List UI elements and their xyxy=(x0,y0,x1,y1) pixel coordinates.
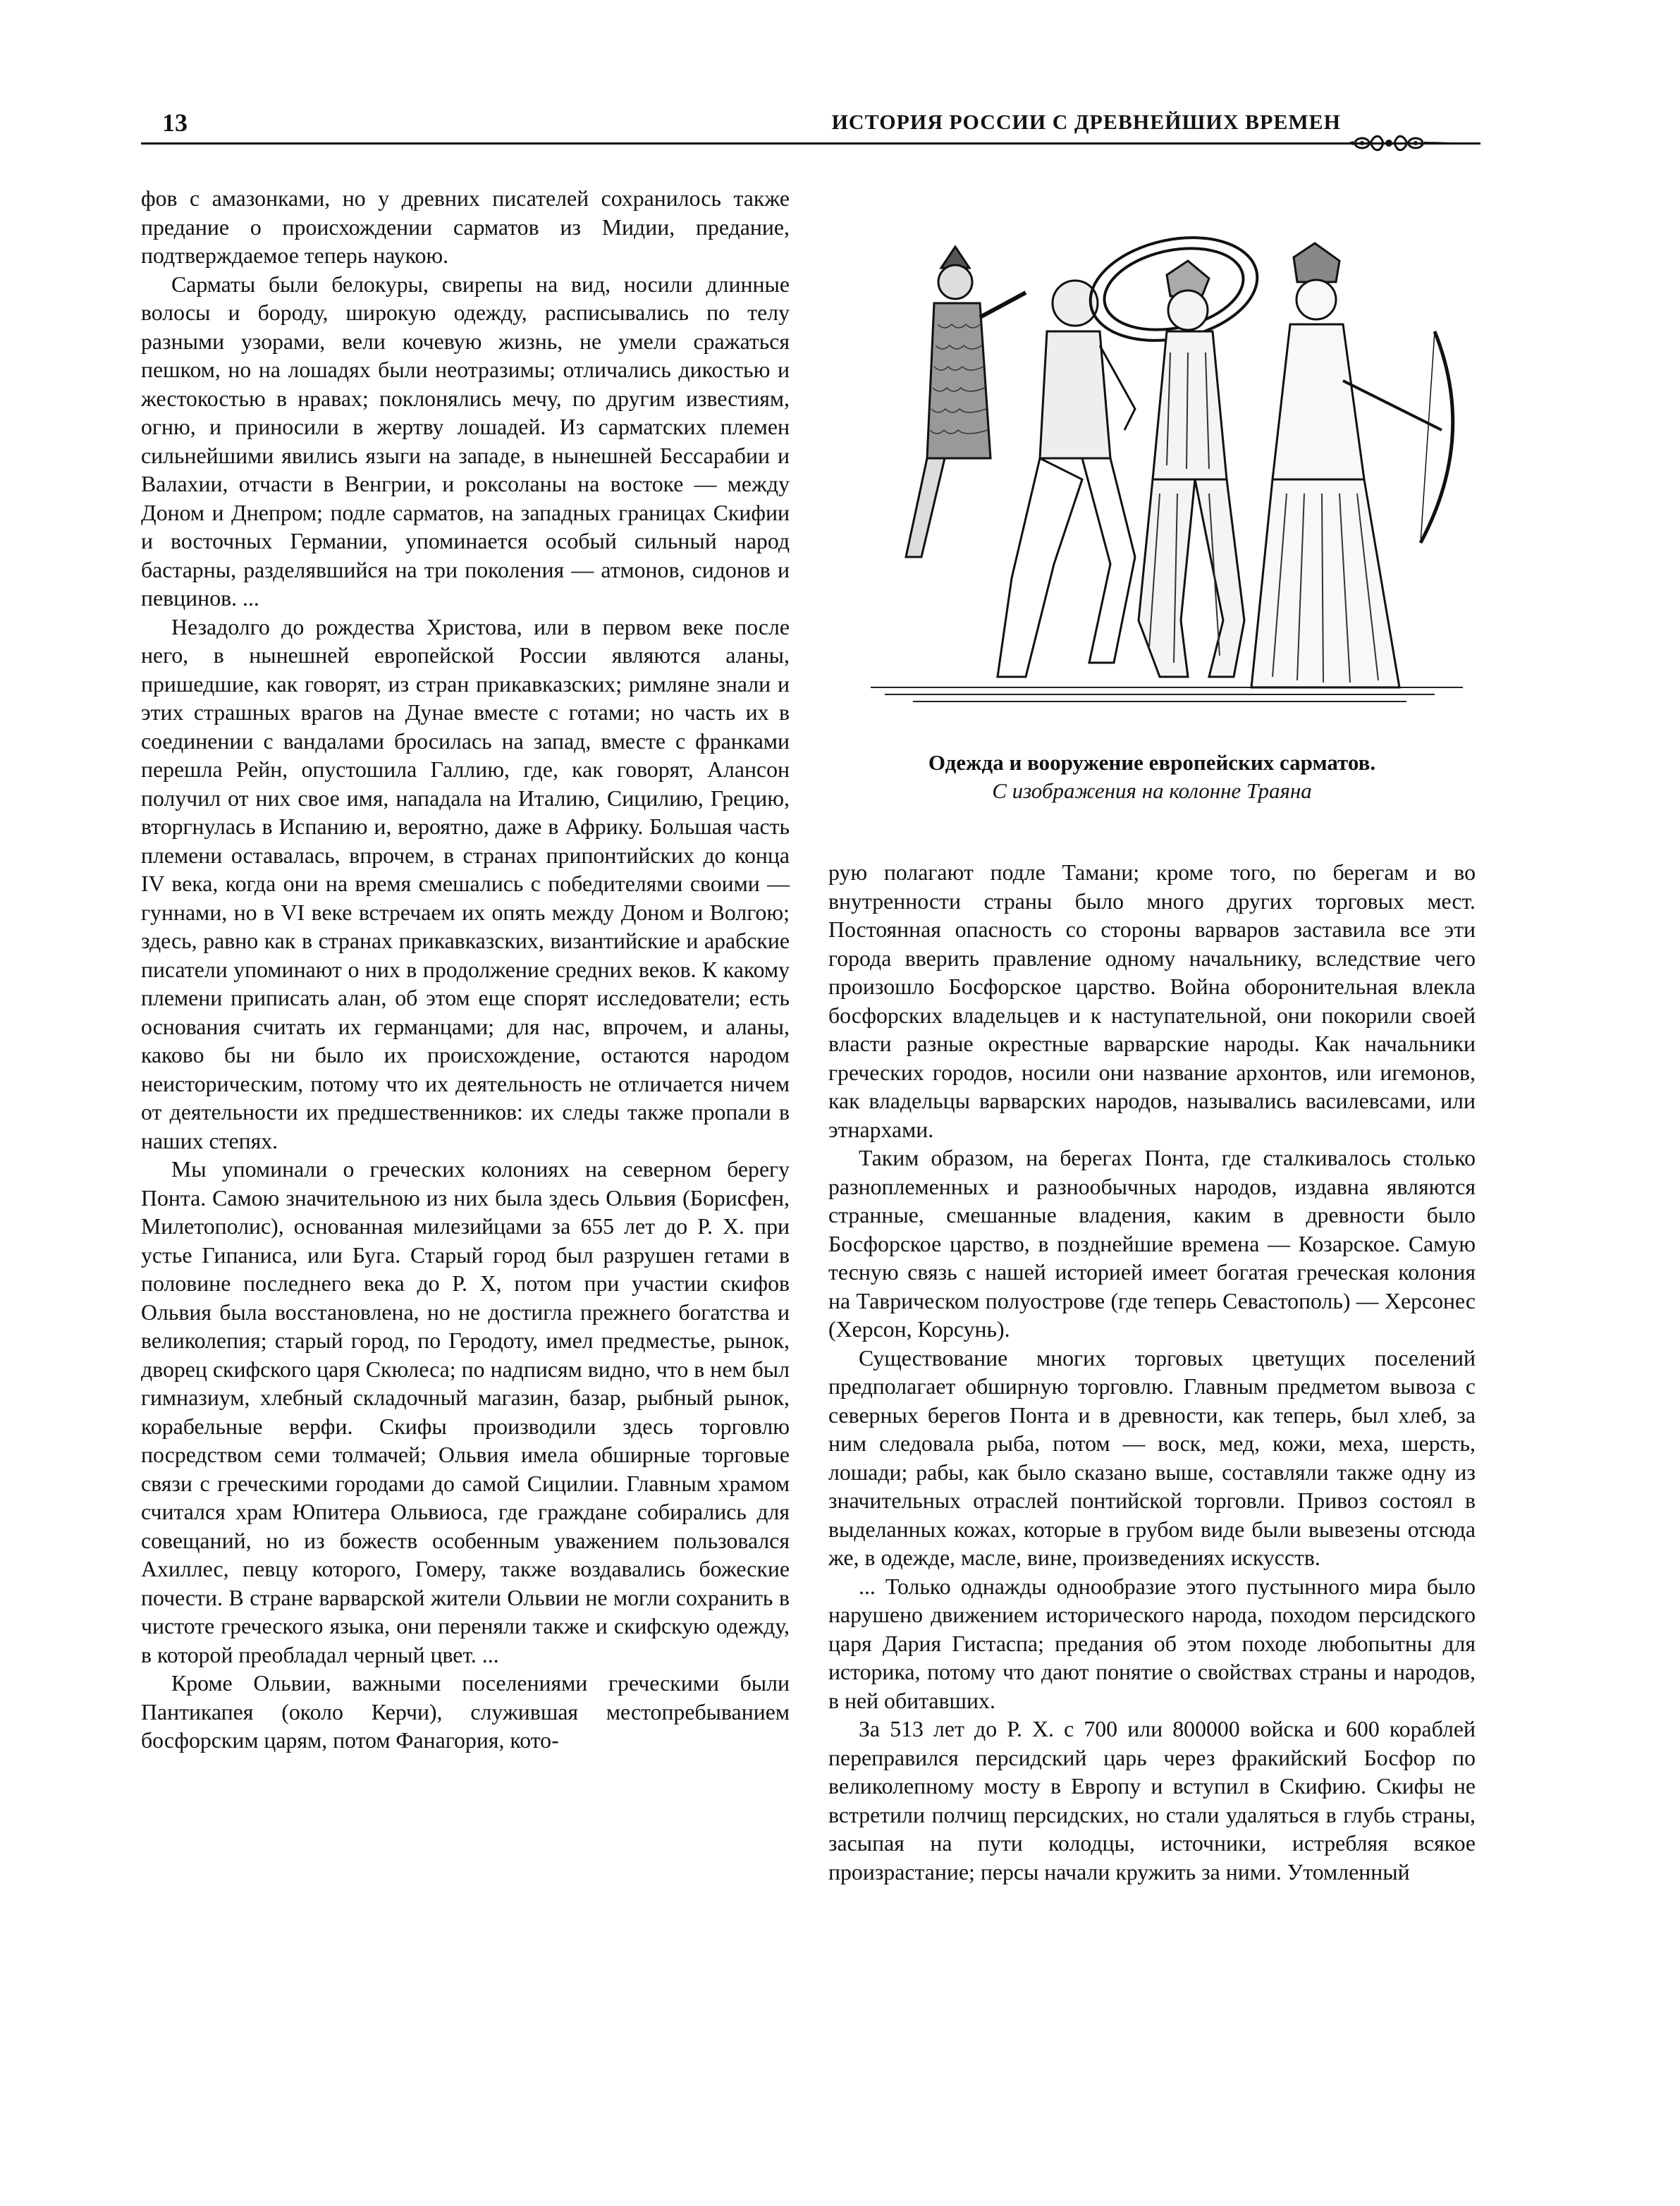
caption-source: С изображения на колонне Траяна xyxy=(992,778,1312,803)
paragraph: Сарматы были белокуры, свирепы на вид, носили длинные волосы и бороду, широкую одежду, расписывались по телу разными узорами, вели кочевую жизнь, не умели сражаться пешком, но на лошадях были неотразимы; отличались дикостью и жестокостью в нравах; поклонялись мечу, по другим известиям, огню, и приносили в жертву лошадей. Из сарматских племен сильнейшими явились языги на западе, в нынешней Бессарабии и Валахии, отчасти в Венгрии, и роксоланы на востоке — между Доном и Днепром; подле сарматов, на западных границах Скифии и восточных Германии, упоминается особый сильный народ бастарны, разделявшийся на три поколения — атмонов, сидонов и певцинов. ... xyxy=(141,271,790,611)
paragraph: Таким образом, на берегах Понта, где сталкивалось столько разноплеменных и разнообычных народов, издавна являются странные, смешанные владения, каким в древности было Босфорское царство, в позднейшие времена — Козарское. Самую тесную связь с нашей историей имеет богатая греческая колония на Таврическом полуострове (где теперь Севастополь) — Херсонес (Херсон, Корсунь). xyxy=(828,1146,1476,1342)
paragraph: Существование многих торговых цветущих поселений предполагает обширную торговлю. Главным предметом вывоза с северных берегов Понта и в древности, как теперь, был хлеб, за ним следовала рыба, потом — воск, мед, кожи, меха, шерсть, лошади; рабы, как было сказано выше, составляли также одну из значительных отраслей понтийской торговли. Привоз состоял в выделанных кожах, которые в грубом виде были вывезены отсюда же, в одежде, масле, вине, произведениях искусств. xyxy=(828,1345,1476,1570)
left-column xyxy=(141,185,790,1755)
running-title: ИСТОРИЯ РОССИИ С ДРЕВНЕЙШИХ ВРЕМЕН xyxy=(831,111,1341,134)
page-header xyxy=(141,106,1480,148)
paragraph: фов с амазонками, но у древних писателей сохранилось также предание о происхождении сарматов из Мидии, предание, подтверждаемое теперь наукою. xyxy=(141,186,790,268)
paragraph: рую полагают подле Тамани; кроме того, по берегам и во внутренности страны было много других торговых мест. Постоянная опасность со стороны варваров заставила все эти города вверить правление одному начальнику, вследствие чего произошло Босфорское царство. Война оборонительная влекла босфорских владельцев и к наступательной, они покорили своей власти разные окрестные варварские народы. Как начальники греческих городов, носили они название архонтов, или игемонов, как владельцы варварских народов, назывались василевсами, или этнархами. xyxy=(828,860,1476,1142)
paragraph: Мы упоминали о греческих колониях на северном берегу Понта. Самою значительною из них была здесь Ольвия (Борисфен, Милетополис), основанная милезийцами за 655 лет до Р. Х. при устье Гипаниса, или Буга. Старый город был разрушен гетами в половине последнего века до Р. Х, потом при участии скифов Ольвия была восстановлена, но не достигла прежнего богатства и великолепия; старый город, по Геродоту, имел предместье, рынок, дворец скифского царя Скюлеса; по надписям видно, что в нем был гимназиум, хлебный складочный магазин, базар, рыбный рынок, корабельные верфи. Скифы производили здесь торговлю посредством семи толмачей; Ольвия имела обширные торговые связи с греческими городами до самой Сицилии. Главным храмом считался храм Юпитера Ольвиоса, где граждане собирались для совещаний, но из божеств особенным уважением пользовался Ахиллес, певцу которого, Гомеру, также воздавались божеские почести. В стране варварской жители Ольвии не могли сохранить в чистоте греческого языка, они переняли также и скифскую одежду, в которой преобладал черный цвет. ... xyxy=(141,1157,790,1667)
page-number: 13 xyxy=(162,109,188,137)
figure-caption xyxy=(828,749,1476,805)
header-rule xyxy=(141,142,1480,145)
ornament-icon xyxy=(1347,125,1480,161)
paragraph: Кроме Ольвии, важными поселениями греческими были Пантикапея (около Керчи), служившая местопребыванием босфорским царям, потом Фанагория, кото- xyxy=(141,1671,790,1753)
paragraph: Незадолго до рождества Христова, или в первом веке после него, в нынешней европейской России являются аланы, пришедшие, как говорят, из стран прикавказских; римляне знали и этих страшных врагов на Дунае вместе с готами; но часть их в соединении с вандалами бросилась на запад, вместе с франками перешла Рейн, опустошила Галлию, где, как говорят, Алансон получил от них свое имя, нападала на Италию, Сицилию, Грецию, вторгнулась в Испанию и, вероятно, даже в Африку. Большая часть племени оставалась, впрочем, в странах припонтийских до конца IV века, когда они на время смешались с победителями своими — гуннами, но в VI веке встречаем их опять между Доном и Волгою; здесь, равно как в странах прикавказских, византийские и арабские писатели упоминают о них в продолжение средних веков. К какому племени приписать алан, об этом еще спорят исследователи; есть основания считать их германцами; для нас, впрочем, и аланы, каково бы ни было их происхождение, остаются народом неисторическим, потому что их деятельность не отличается ничем от деятельности их предшественников: их следы также пропали в наших степях. xyxy=(141,614,790,1153)
paragraph: ... Только однажды однообразие этого пустынного мира было нарушено движением исторического народа, походом персидского царя Дария Гистаспа; предания об этом походе любопытны для историка, потому что дают понятие о свойствах страны и народов, в ней обитавших. xyxy=(828,1574,1476,1713)
caption-title: Одежда и вооружение европейских сарматов. xyxy=(928,750,1376,775)
right-column xyxy=(828,859,1476,1887)
paragraph: За 513 лет до Р. Х. с 700 или 800000 войска и 600 кораблей переправился персидский царь через фракийский Босфор по великолепному мосту в Европу и вступил в Скифию. Скифы не встретили полчищ персидских, но стали удаляться в глубь страны, засыпая на пути колодцы, источники, истребляя всякое произрастание; персы начали кружить за ними. Утомленный xyxy=(828,1717,1476,1885)
engraving-illustration xyxy=(857,226,1470,719)
